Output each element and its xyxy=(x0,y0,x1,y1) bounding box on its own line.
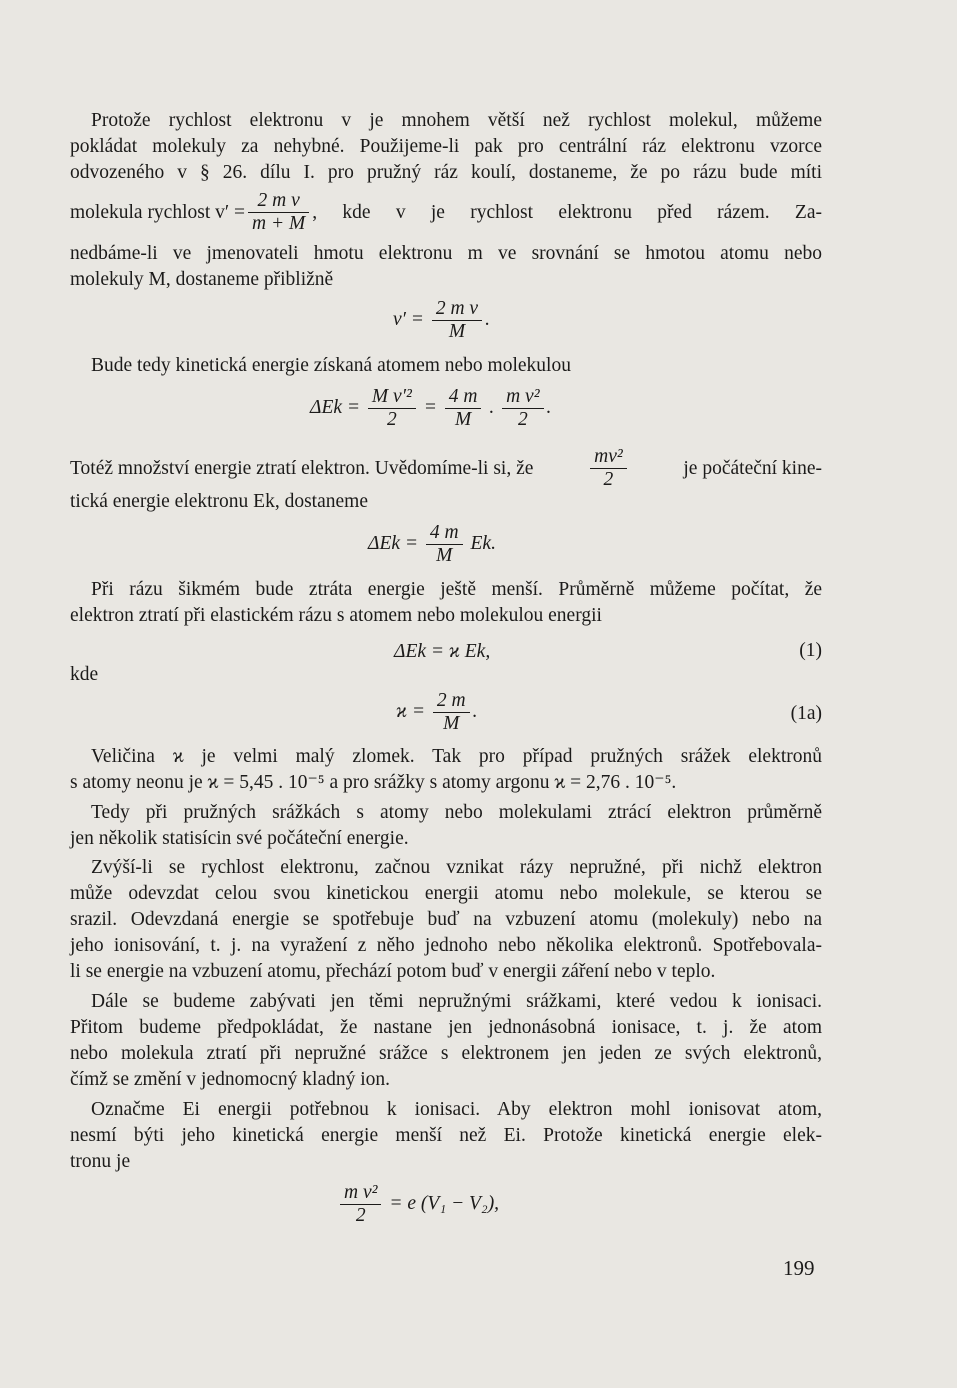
text-line: nedbáme-li ve jmenovateli hmotu elektronu m ve srovnání se hmotou atomu nebo xyxy=(70,243,822,264)
equation-lhs: ΔEk = xyxy=(368,532,419,554)
text-line: tronu je xyxy=(70,1151,131,1172)
text-line: jen několik statisícin své počáteční energie. xyxy=(70,828,409,849)
text-line: nesmí býti jeho kinetická energie menší než Ei. Protože kinetická energie elek- xyxy=(70,1125,822,1146)
text-line: elektron ztratí při elastickém rázu s atomem nebo molekulou energii xyxy=(70,605,602,626)
text-line: Dále se budeme zabývati jen těmi nepružnými srážkami, které vedou k ionisaci. xyxy=(91,991,822,1012)
fraction-denominator: M xyxy=(445,408,482,431)
fraction-numerator: m v² xyxy=(344,1182,378,1203)
text-line: s atomy neonu je ϰ = 5,45 . 10⁻⁵ a pro srážky s atomy argonu ϰ = 2,76 . 10⁻⁵. xyxy=(70,772,677,793)
text-line: tická energie elektronu Ek, dostaneme xyxy=(70,491,368,512)
fraction xyxy=(590,446,627,491)
text-line: Označme Ei energii potřebnou k ionisaci. Aby elektron mohl ionisovat atom, xyxy=(91,1099,822,1120)
text-line: čímž se změní v jednomocný kladný ion. xyxy=(70,1069,391,1090)
text-line-with-fraction xyxy=(70,446,822,491)
equation-rhs: = e (V₁ − V₂), xyxy=(389,1192,500,1214)
fraction-denominator: 2 xyxy=(340,1204,381,1227)
text-line: Veličina ϰ je velmi malý zlomek. Tak pro případ pružných srážek elektronů xyxy=(91,746,822,767)
equation-energy-potential xyxy=(337,1182,499,1227)
equation-delta-ek-short xyxy=(368,522,496,567)
fraction-numerator: m v² xyxy=(506,386,540,407)
fraction-numerator: 2 m xyxy=(436,690,466,711)
equation-lhs: ϰ = xyxy=(396,700,425,722)
fraction-numerator: 4 m xyxy=(448,386,478,407)
equation-1: ΔEk = ϰ Ek, xyxy=(394,641,491,662)
text-line-with-fraction xyxy=(70,190,822,235)
equation-number: (1a) xyxy=(790,703,822,724)
text-line: molekuly M, dostaneme přibližně xyxy=(70,269,334,290)
text-line: nebo molekula ztratí při nepružné srážce s elektronem jen jeden ze svých elektronů, xyxy=(70,1043,822,1064)
text-line: Zvýší-li se rychlost elektronu, začnou vznikat rázy nepružné, při nichž elektron xyxy=(91,857,822,878)
equation-lhs: v′ = xyxy=(393,308,424,330)
text-fragment: Totéž množství energie ztratí elektron. Uvědomíme-li si, že xyxy=(70,457,534,479)
fraction-denominator: 2 xyxy=(368,408,416,431)
fraction-denominator: m + M xyxy=(248,212,309,235)
page-number: 199 xyxy=(783,1256,815,1280)
fraction-numerator: M v′² xyxy=(371,386,412,407)
text-line: kde xyxy=(70,664,99,685)
equation-delta-ek: ΔEk = $\frac{\text{M v′²}}{2}$ = $\frac{4 m}{M}$ . $\frac{\text{m v²}}{2}$ . xyxy=(310,386,552,430)
fraction-denominator: 2 xyxy=(502,408,543,431)
fraction-denominator: 2 xyxy=(590,468,627,491)
equation-vprime: v′ = $\frac{\text{2 m v}}{M}$ . xyxy=(393,298,490,342)
text-line: srazil. Odevzdaná energie se spotřebuje buď na vzbuzení atomu (molekuly) nebo na xyxy=(70,909,822,930)
equation-rhs: Ek. xyxy=(470,532,496,554)
equation-lhs: ΔEk = xyxy=(310,396,361,418)
fraction-denominator: M xyxy=(426,544,463,567)
fraction-denominator: M xyxy=(433,712,470,735)
fraction-numerator: 2 m v xyxy=(435,298,479,319)
fraction-numerator: 4 m xyxy=(429,522,459,543)
fraction xyxy=(248,190,309,235)
text-line: Při rázu šikmém bude ztráta energie ještě menší. Průměrně můžeme počítat, že xyxy=(91,579,822,600)
text-fragment: je počáteční kine- xyxy=(683,457,822,479)
text-line: Přitom budeme předpokládat, že nastane jen jednonásobná ionisace, t. j. že atom xyxy=(70,1017,822,1038)
text-line: Tedy při pružných srážkách s atomy nebo molekulami ztrácí elektron průměrně xyxy=(91,802,822,823)
text-line: pokládat molekuly za nehybné. Použijeme-li pak pro centrální ráz elektronu vzorce xyxy=(70,136,822,157)
text-line: jeho ionisování, t. j. na vyražení z něho jednoho nebo několika elektronů. Spotřebovala- xyxy=(70,935,822,956)
text-line: li se energie na vzbuzení atomu, přechází potom buď v energii záření nebo v teplo. xyxy=(70,961,716,982)
equation-1a: ϰ = $\frac{2 m}{M}$ . xyxy=(396,690,478,734)
text-fragment: , kde v je rychlost elektronu před rázem. Za- xyxy=(312,201,822,223)
text-line: odvozeného v § 26. dílu I. pro pružný ráz koulí, dostaneme, že po rázu bude míti xyxy=(70,162,822,183)
equation-number: (1) xyxy=(799,640,822,661)
fraction-numerator: 2 m v xyxy=(257,190,300,211)
text-line: Protože rychlost elektronu v je mnohem větší než rychlost molekul, můžeme xyxy=(91,110,822,131)
fraction-denominator: M xyxy=(432,320,482,343)
fraction-numerator: mv² xyxy=(594,446,623,467)
text-line: Bude tedy kinetická energie získaná atomem nebo molekulou xyxy=(91,355,571,376)
text-fragment: molekula rychlost v′ = xyxy=(70,201,246,223)
text-line: může odevzdat celou svou kinetickou energii atomu nebo molekule, se kterou se xyxy=(70,883,822,904)
